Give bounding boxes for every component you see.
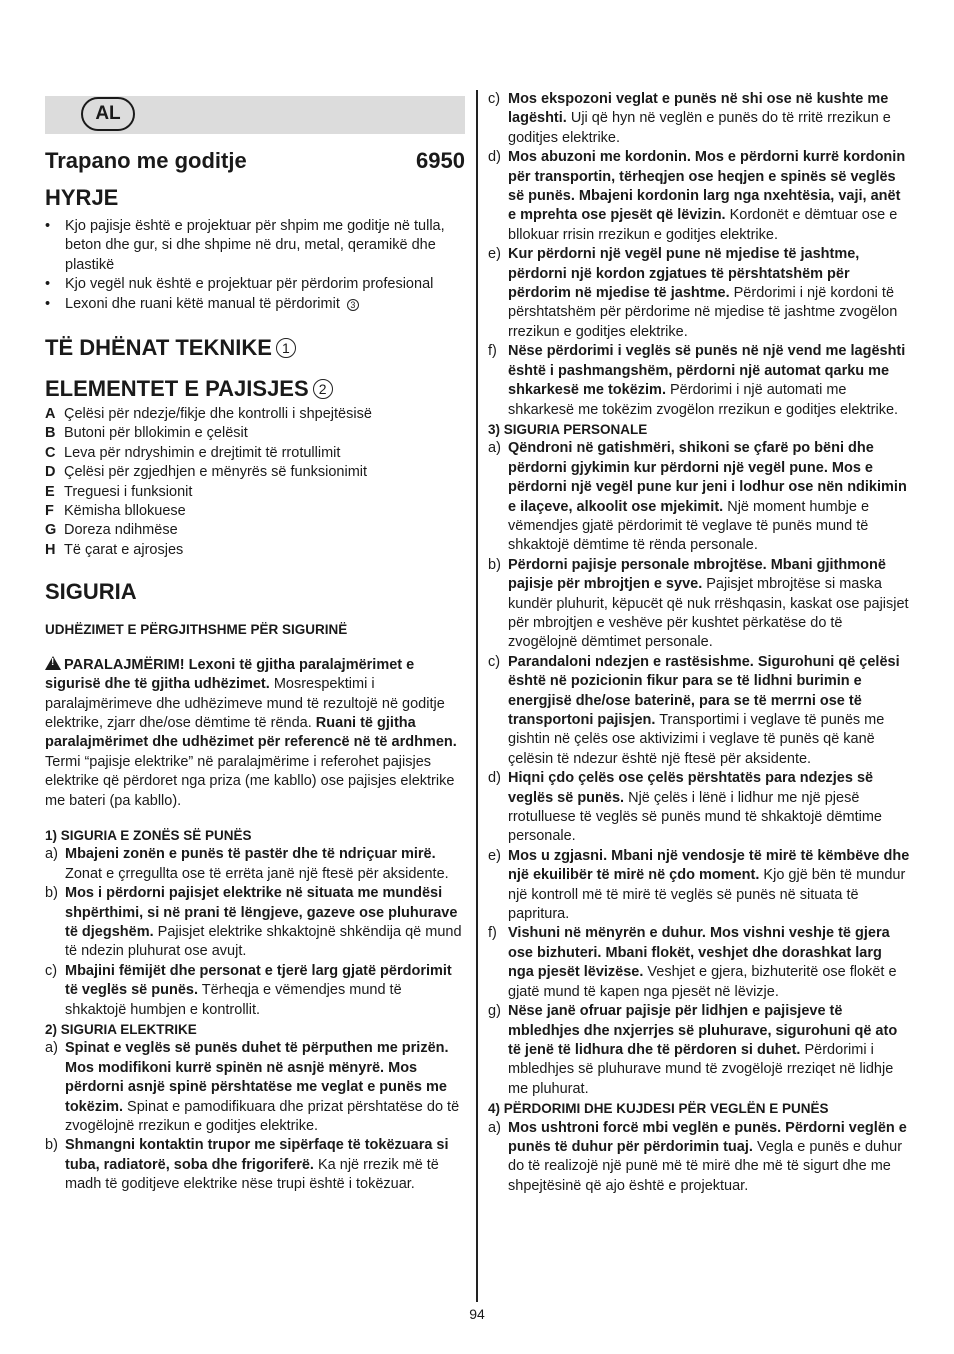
list-item: g) Nëse janë ofruar pajisje për lidhjen e pajisjeve të mbledhjes dhe nxjerrjes së pluhurave, sigurohuni që ato të jenë të lidhura dhe të përdoren si duhet. Përdorimi i mbledhjes së pluhurave mund të zvogëlojë rreziqet në lidhje me pluhurat. [488, 1003, 898, 1097]
right-column [488, 90, 910, 1196]
element-row: B Butoni për bllokimin e çelësit [45, 425, 248, 442]
list-item: a) Qëndroni në gatishmëri, shikoni se çfarë po bëni dhe përdorni gjykimin kur përdorni një vegël pune. Mos e përdorni një vegël pune kur jeni i lodhur ose nën ndikimin e ilaçeve, alkoolit ose mjekimit. Një moment humbje e vëmendjes gjatë përdorimit të veglave të punës mund të shkaktojë dëmtime të rënda personale. [488, 440, 907, 554]
elements-list [45, 405, 465, 560]
product-title: Trapano me goditje [45, 148, 247, 173]
electrical-items-continued [488, 90, 910, 420]
list-item: c) Mbajini fëmijët dhe personat e tjerë larg gjatë përdorimit të veglës së punës. Tërheqja e vëmendjes mund të shkaktojë humbjen e kontrollit. [45, 962, 452, 1018]
list-item: c) Parandaloni ndezjen e rastësishme. Sigurohuni që çelësi është në pozicionin fikur para se të lidhni burimin e energjisë dhe/ose baterinë, para se të merrni ose të transportoni pajisjen. Transportimi i veglave të punës me gishtin në çelës ose aktivizimi i veglave të punës që kanë çelësin të ndezur është një ftesë për aksidente. [488, 653, 900, 767]
language-bar [45, 96, 465, 134]
intro-bullet: • Kjo pajisje është e projektuar për shpim me goditje në tulla, beton dhe gur, si dhe shpime në dru, metal, qeramikë dhe plastikë [45, 217, 465, 275]
electrical-safety-heading: 2) SIGURIA ELEKTRIKE [45, 1022, 197, 1037]
warning-icon [45, 656, 61, 670]
list-item: f) Nëse përdorimi i veglës së punës në një vend me lagështi është i pashmangshëm, përdorni një automat qarku me shkarkesë me tokëzim. Përdorimi i një automati me shkarkesë me tokëzim zvogëlon rrezikun e goditjes elektrike. [488, 343, 906, 418]
general-safety-heading: UDHËZIMET E PËRGJITHSHME PËR SIGURINË [45, 622, 348, 638]
list-item: a) Mbajeni zonën e punës të pastër dhe të ndriçuar mirë. Zonat e çrregullta ose të errëta janë një ftesë për aksidente. [45, 846, 449, 882]
personal-safety-heading: 3) SIGURIA PERSONALE [488, 421, 648, 437]
element-row: D Çelësi për zgjedhjen e mënyrës së funksionimit [45, 464, 368, 481]
element-row: F Këmisha bllokuese [45, 503, 186, 520]
intro-bullet: • Lexoni dhe ruani këtë manual të përdorimit 3 [45, 295, 465, 314]
elements-heading: ELEMENTET E PAJISJES 2 [45, 375, 465, 403]
tool-use-items [488, 1119, 910, 1197]
list-item: b) Përdorni pajisje personale mbrojtëse. Mbani gjithmonë pajisje për mbrojtjen e syve. Pajisjet mbrojtëse si maska kundër pluhurit, këpucët që nuk rrëshqasin, kaskat ose pajisjet për mbrojtjen e veshëve për kushtet përkatëse do të zvogëlojnë dëmtimet personale. [488, 556, 909, 651]
intro-list [45, 217, 465, 314]
list-item: b) Shmangni kontaktin trupor me sipërfaqe të tokëzuara si tuba, radiatorë, soba dhe frigoriferë. Ka një rrezik më të madh të goditjeve elektrike nëse trupi është i tokëzuar. [45, 1137, 449, 1193]
list-item: f) Vishuni në mënyrën e duhur. Mos vishni veshje të gjera ose bizhuteri. Mbani flokët, veshjet dhe dorashkat larg nga pjesët lëvizëse. Veshjet e gjera, bizhuteritë ose flokët e gjatë mund të kapen nga pjesët në lëvizje. [488, 925, 897, 1000]
tech-heading: TË DHËNAT TEKNIKE 1 [45, 334, 465, 362]
intro-heading: HYRJE [45, 185, 119, 210]
list-item: e) Kur përdorni një vegël pune në mjedise të jashtme, përdorni një kordon zgjatues të përshtatshëm për përdorim në mjedise të jashtme. Përdorimi i një kordoni të përshtatshëm për përdorime në mjedise të jashtme zvogëlon rrezikun e goditjes elektrike. [488, 246, 898, 340]
personal-items [488, 439, 910, 1099]
figure-ref-2: 2 [313, 379, 333, 399]
language-badge: AL [81, 97, 135, 131]
list-item: b) Mos i përdorni pajisjet elektrike në situata me mundësi shpërthimi, si në prani të lëngjeve, gazeve ose pluhurave të djegshëm. Pajisjet elektrike shkaktojnë shkëndija që mund të ndezin pluhurat ose avujt. [45, 885, 462, 960]
list-item: a) Mos ushtroni forcë mbi veglën e punës. Përdorni veglën e punës të duhur për përdorimin tuaj. Vegla e punës e duhur do të realizojë një punë më të mirë dhe më të sigurt dhe me shpejtësinë që ajo është e projektuar. [488, 1119, 907, 1194]
list-item: a) Spinat e veglës së punës duhet të përputhen me prizën. Mos modifikoni kurrë spinën në asnjë mënyrë. Mos përdorni asnjë spinë përshtatëse me veglat e punës me tokëzim. Spinat e pamodifikuara dhe prizat përshtatëse do të zvogëlojnë rrezikun e goditjes elektrike. [45, 1040, 460, 1135]
element-row: G Doreza ndihmëse [45, 522, 178, 539]
warning-paragraph: !PARALAJMËRIM! Lexoni të gjitha paralajmërimet e sigurisë dhe të gjitha udhëzimet. Mosrespektimi i paralajmërimeve dhe udhëzimeve mund të rezultojë në goditje elektrike, zjarr dhe/ose dëmtime të rënda. Ruani të gjitha paralajmërimet dhe udhëzimet për referencë në të ardhmen. Termi “pajisje elektrike” në paralajmërime i referohet pajisjes elektrike që përdoret nga priza (me kabllo) ose pajisjes elektrike me bateri (pa kabllo). [45, 656, 465, 811]
figure-ref-1: 1 [276, 338, 296, 358]
element-row: A Çelësi për ndezje/fikje dhe kontrolli i shpejtësisë [45, 406, 372, 423]
list-item: d) Mos abuzoni me kordonin. Mos e përdorni kurrë kordonin për transportin, tërheqjen ose heqjen e spinës së veglës së punës. Mbajeni kordonin larg nga nxehtësia, vaji, anët e mprehta ose pjesët që lëvizin. Kordonët e dëmtuar ose e bllokuar rrisin rrezikun e goditjes elektrike. [488, 149, 906, 243]
column-divider [476, 90, 478, 1302]
intro-bullet: • Kjo vegël nuk është e projektuar për përdorim profesional [45, 275, 465, 294]
tool-use-heading: 4) PËRDORIMI DHE KUJDESI PËR VEGLËN E PUNËS [488, 1101, 829, 1117]
element-row: C Leva për ndryshimin e drejtimit të rrotullimit [45, 444, 341, 461]
product-header [45, 146, 465, 176]
left-column [45, 90, 465, 1195]
list-item: c) Mos ekspozoni veglat e punës në shi ose në kushte me lagështi. Uji që hyn në veglën e punës do të rritë rrezikun e goditjes elektrike. [488, 91, 891, 146]
product-model: 6950 [416, 148, 465, 173]
element-row: H Të çarat e ajrosjes [45, 541, 184, 558]
work-area-items [45, 845, 465, 1020]
work-area-heading: 1) SIGURIA E ZONËS SË PUNËS [45, 827, 252, 843]
element-row: E Treguesi i funksionit [45, 483, 193, 500]
list-item: e) Mos u zgjasni. Mbani një vendosje të mirë të këmbëve dhe një ekuilibër të mirë në çdo moment. Kjo gjë bën të mundur një kontroll më të mirë të veglës së punës në situata të papritura. [488, 847, 910, 923]
list-item: d) Hiqni çdo çelës ose çelës përshtatës para ndezjes së veglës së punës. Një çelës i lënë i lidhur me një pjesë rrotulluese të veglës së punës mund të shkaktojë dëmtime personale. [488, 770, 882, 845]
safety-heading: SIGURIA [45, 579, 137, 605]
figure-ref-3: 3 [347, 299, 359, 311]
electrical-items [45, 1039, 465, 1194]
page-number: 94 [469, 1306, 485, 1322]
